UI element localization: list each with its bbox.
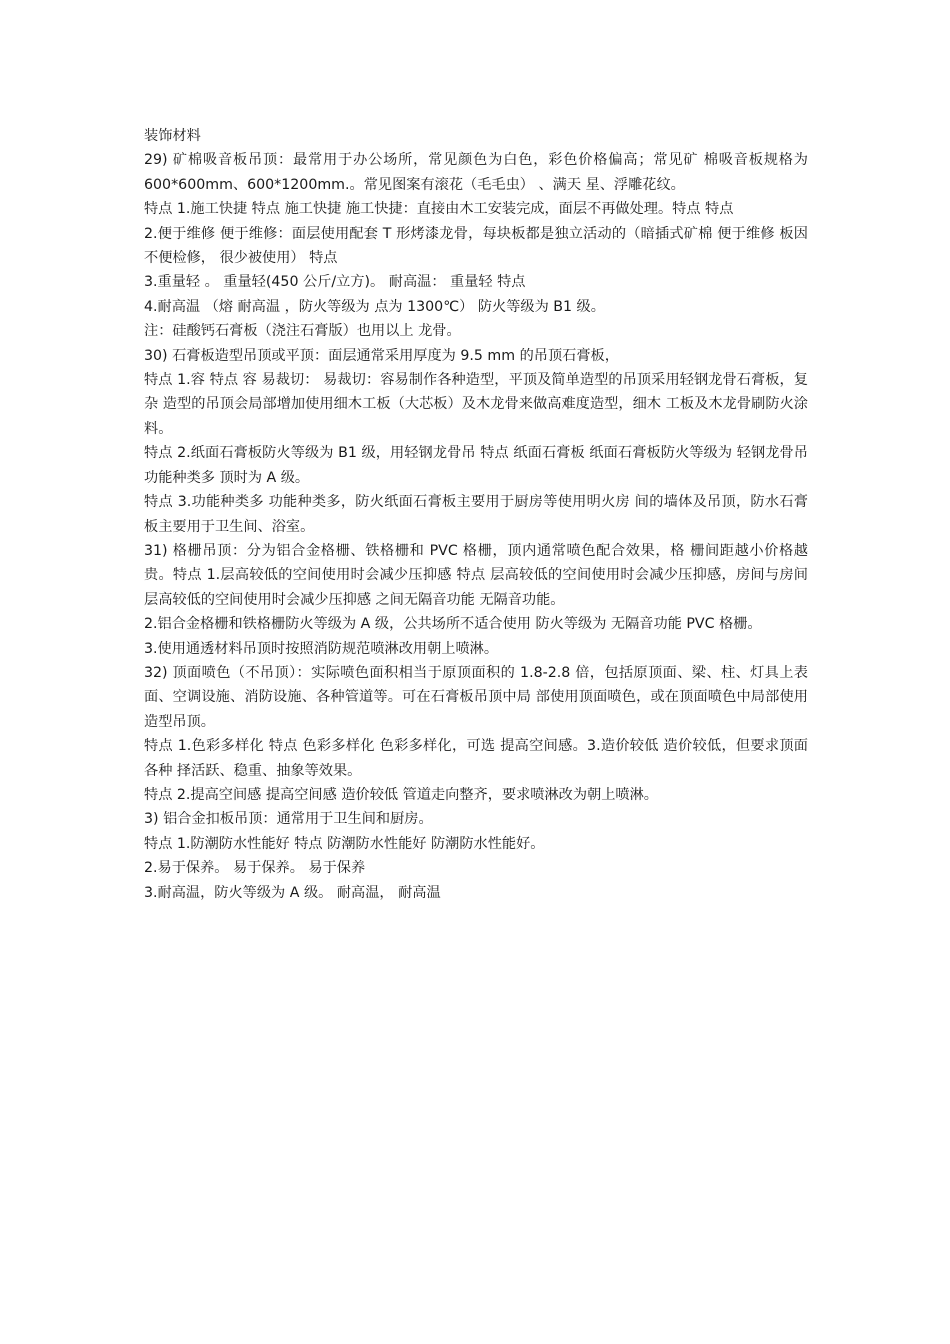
paragraph: 特点 3.功能种类多 功能种类多，防火纸面石膏板主要用于厨房等使用明火房 间的墙体及吊顶，防水石膏板主要用于卫生间、浴室。 <box>144 494 808 535</box>
paragraph: 特点 1.防潮防水性能好 特点 防潮防水性能好 防潮防水性能好。 <box>144 835 545 852</box>
document-title: 装饰材料 <box>144 128 201 144</box>
paragraph: 3.重量轻 。 重量轻(450 公斤/立方)。 耐高温： 重量轻 特点 <box>144 274 526 291</box>
paragraph: 特点 2.纸面石膏板防火等级为 B1 级，用轻钢龙骨吊 特点 纸面石膏板 纸面石膏板防火等级为 轻钢龙骨吊 功能种类多 顶时为 A 级。 <box>144 445 808 486</box>
document-body <box>144 124 808 905</box>
paragraph: 注：硅酸钙石膏板（浇注石膏版）也用以上 龙骨。 <box>144 323 461 340</box>
paragraph: 31) 格栅吊顶：分为铝合金格栅、铁格栅和 PVC 格栅，顶内通常喷色配合效果，格 栅间距越小价格越贵。特点 1.层高较低的空间使用时会减少压抑感 特点 层高较低的空间使用时会减少压抑感，房间与房间 层高较低的空间使用时会减少压抑感 之间无隔音功能 无隔音功能。 <box>144 542 808 608</box>
paragraph: 29) 矿棉吸音板吊顶：最常用于办公场所，常见颜色为白色，彩色价格偏高；常见矿 棉吸音板规格为 600*600mm、600*1200mm.。常见图案有滚花（毛毛虫） 、满天 星、浮雕花纹。 <box>144 152 808 193</box>
paragraph: 特点 2.提高空间感 提高空间感 造价较低 管道走向整齐，要求喷淋改为朝上喷淋。 <box>144 786 658 803</box>
paragraph: 2.易于保养。 易于保养。 易于保养 <box>144 860 366 877</box>
paragraph: 2.铝合金格栅和铁格栅防火等级为 A 级，公共场所不适合使用 防火等级为 无隔音功能 PVC 格栅。 <box>144 616 762 633</box>
paragraph: 特点 1.色彩多样化 特点 色彩多样化 色彩多样化，可选 提高空间感。3.造价较低 造价较低，但要求顶面各种 择活跃、稳重、抽象等效果。 <box>144 738 808 779</box>
paragraph: 特点 1.容 特点 容 易裁切： 易裁切：容易制作各种造型，平顶及简单造型的吊顶采用轻钢龙骨石膏板，复杂 造型的吊顶会局部增加使用细木工板（大芯板）及木龙骨来做高难度造型，细木 工板及木龙骨刷防火涂料。 <box>144 372 808 437</box>
paragraph: 3.耐高温，防火等级为 A 级。 耐高温， 耐高温 <box>144 884 441 901</box>
paragraph: 特点 1.施工快捷 特点 施工快捷 施工快捷：直接由木工安装完成，面层不再做处理。特点 特点 <box>144 201 734 218</box>
paragraph: 4.耐高温 （熔 耐高温 ，防火等级为 点为 1300℃） 防火等级为 B1 级。 <box>144 298 605 315</box>
paragraph: 2.便于维修 便于维修：面层使用配套 T 形烤漆龙骨，每块板都是独立活动的（暗插式矿棉 便于维修 板因不便检修， 很少被使用） 特点 <box>144 225 808 267</box>
paragraph: 30) 石膏板造型吊顶或平顶：面层通常采用厚度为 9.5 mm 的吊顶石膏板， <box>144 347 619 364</box>
paragraph: 3) 铝合金扣板吊顶：通常用于卫生间和厨房。 <box>144 811 433 828</box>
paragraph: 3.使用通透材料吊顶时按照消防规范喷淋改用朝上喷淋。 <box>144 640 499 657</box>
paragraph: 32) 顶面喷色（不吊顶）：实际喷色面积相当于原顶面积的 1.8-2.8 倍，包括原顶面、梁、柱、灯具上表面、空调设施、消防设施、各种管道等。可在石膏板吊顶中局 部使用顶面喷色，或在顶面喷色中局部使用造型吊顶。 <box>144 664 808 730</box>
